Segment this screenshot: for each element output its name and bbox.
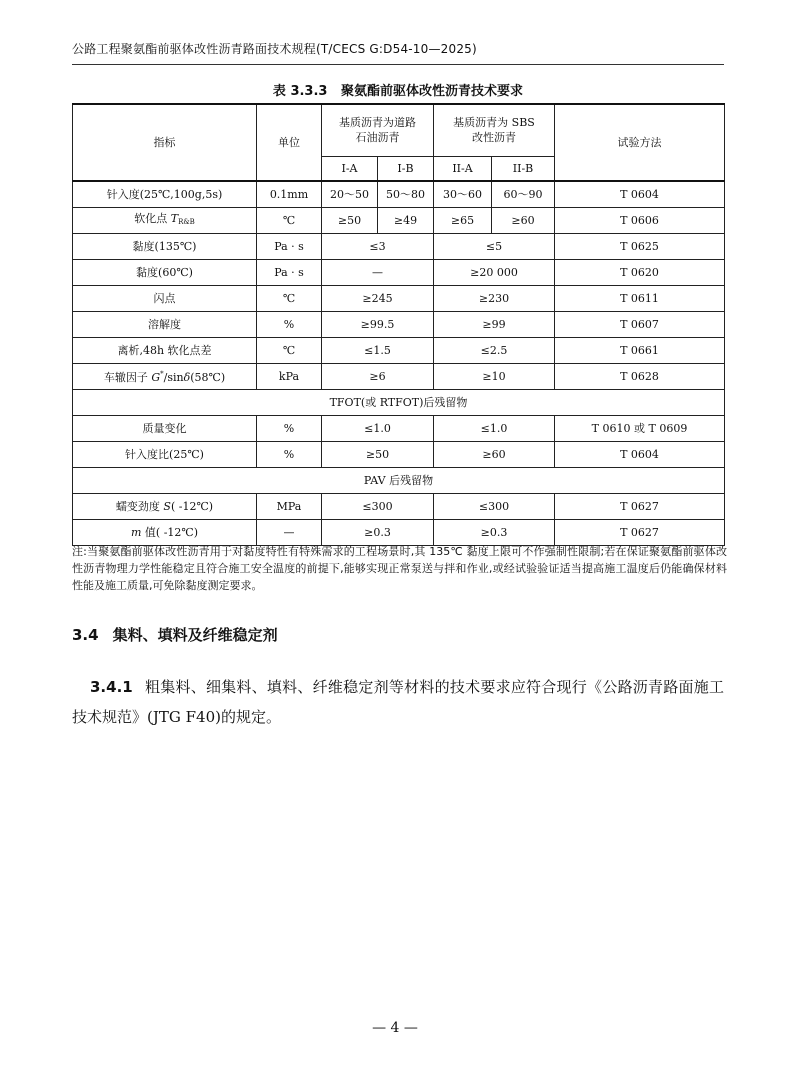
value-iib: ≥60 bbox=[492, 207, 555, 233]
row-method: T 0604 bbox=[555, 441, 725, 467]
pav-section-label: PAV 后残留物 bbox=[73, 467, 725, 493]
table-row bbox=[73, 233, 725, 259]
value-ib: ≥49 bbox=[378, 207, 434, 233]
value-group1: ≤1.5 bbox=[322, 337, 434, 363]
value-group2: ≥10 bbox=[434, 363, 555, 389]
value-iia: ≥65 bbox=[434, 207, 492, 233]
row-unit: 0.1mm bbox=[257, 181, 322, 207]
clause-number: 3.4.1 bbox=[90, 678, 133, 696]
table-note: 注:当聚氨酯前驱体改性沥青用于对黏度特性有特殊需求的工程场景时,其 135℃ 黏度上限可不作强制性限制;若在保证聚氨酯前驱体改性沥青物理力学性能稳定且符合施工安全温度的前提下,能够实现正常泵送与拌和作业,或经试验验证适当提高施工温度后仍能确保材料性能及施工质量,可免除黏度测定要求。 bbox=[72, 545, 727, 592]
row-method: T 0606 bbox=[555, 207, 725, 233]
row-method: T 0628 bbox=[555, 363, 725, 389]
header-group-sbs-asphalt bbox=[434, 104, 555, 156]
value-iia: 30～60 bbox=[434, 181, 492, 207]
header-group2-line2: 改性沥青 bbox=[472, 131, 516, 145]
clause-text: 粗集料、细集料、填料、纤维稳定剂等材料的技术要求应符合现行《公路沥青路面施工技术规范》(JTG F40)的规定。 bbox=[72, 678, 724, 726]
row-name bbox=[73, 493, 257, 519]
table-caption-number: 表 3.3.3 bbox=[272, 84, 328, 99]
row-method: T 0604 bbox=[555, 181, 725, 207]
row-name bbox=[73, 363, 257, 389]
header-unit: 单位 bbox=[257, 104, 322, 181]
row-unit: % bbox=[257, 415, 322, 441]
value-group1: — bbox=[322, 259, 434, 285]
table-section-row bbox=[73, 467, 725, 493]
value-group2: ≥230 bbox=[434, 285, 555, 311]
row-unit: MPa bbox=[257, 493, 322, 519]
row-name-sin: /sin bbox=[163, 371, 184, 384]
value-group2: ≥0.3 bbox=[434, 519, 555, 545]
row-method: T 0607 bbox=[555, 311, 725, 337]
value-ib: 50～80 bbox=[378, 181, 434, 207]
table-row bbox=[73, 363, 725, 389]
table-row bbox=[73, 311, 725, 337]
symbol-t: T bbox=[170, 211, 179, 225]
value-group2: ≤2.5 bbox=[434, 337, 555, 363]
superscript-star: * bbox=[160, 370, 164, 378]
row-name-text: 车辙因子 bbox=[103, 371, 152, 384]
row-unit: — bbox=[257, 519, 322, 545]
symbol-delta: δ bbox=[183, 371, 191, 384]
subscript-rb: R&B bbox=[178, 217, 195, 226]
header-indicator: 指标 bbox=[73, 104, 257, 181]
table-row bbox=[73, 259, 725, 285]
header-ia: I-A bbox=[322, 156, 378, 181]
value-group1: ≤1.0 bbox=[322, 415, 434, 441]
row-method: T 0661 bbox=[555, 337, 725, 363]
row-method: T 0611 bbox=[555, 285, 725, 311]
value-group1: ≥6 bbox=[322, 363, 434, 389]
row-name-temp: (58℃) bbox=[190, 371, 226, 384]
value-group2: ≥60 bbox=[434, 441, 555, 467]
value-group1: ≤300 bbox=[322, 493, 434, 519]
row-name: 针入度(25℃,100g,5s) bbox=[73, 181, 257, 207]
symbol-s: S bbox=[163, 499, 171, 513]
row-name-temp: ( -12℃) bbox=[170, 499, 214, 513]
row-name: 溶解度 bbox=[73, 311, 257, 337]
table-row bbox=[73, 207, 725, 233]
tfot-section-label: TFOT(或 RTFOT)后残留物 bbox=[73, 389, 725, 415]
row-name-text: 蠕变劲度 bbox=[115, 499, 164, 513]
row-method: T 0610 或 T 0609 bbox=[555, 415, 725, 441]
row-unit: % bbox=[257, 311, 322, 337]
value-group2: ≤5 bbox=[434, 233, 555, 259]
table-caption bbox=[72, 80, 724, 99]
table-row bbox=[73, 337, 725, 363]
table-row bbox=[73, 415, 725, 441]
header-group1-line1: 基质沥青为道路 bbox=[339, 116, 416, 130]
value-group1: ≥50 bbox=[322, 441, 434, 467]
spec-table bbox=[72, 103, 725, 546]
value-group2: ≥20 000 bbox=[434, 259, 555, 285]
clause-paragraph bbox=[72, 672, 724, 732]
table-row bbox=[73, 441, 725, 467]
table-row bbox=[73, 493, 725, 519]
symbol-m: m bbox=[130, 525, 142, 539]
row-name-text: 软化点 bbox=[134, 211, 171, 225]
row-name: 离析,48h 软化点差 bbox=[73, 337, 257, 363]
section-heading bbox=[72, 624, 724, 645]
value-group2: ≤300 bbox=[434, 493, 555, 519]
header-iib: II-B bbox=[492, 156, 555, 181]
row-name-text: 值( -12℃) bbox=[141, 525, 199, 539]
row-unit: ℃ bbox=[257, 337, 322, 363]
row-unit: ℃ bbox=[257, 207, 322, 233]
section-number: 3.4 bbox=[72, 626, 99, 644]
row-method: T 0627 bbox=[555, 493, 725, 519]
row-method: T 0627 bbox=[555, 519, 725, 545]
symbol-g: G bbox=[151, 371, 161, 384]
row-name: 黏度(60℃) bbox=[73, 259, 257, 285]
table-row bbox=[73, 285, 725, 311]
row-name: 质量变化 bbox=[73, 415, 257, 441]
row-name: 闪点 bbox=[73, 285, 257, 311]
row-unit: kPa bbox=[257, 363, 322, 389]
row-name: 黏度(135℃) bbox=[73, 233, 257, 259]
row-name: 针入度比(25℃) bbox=[73, 441, 257, 467]
value-group2: ≥99 bbox=[434, 311, 555, 337]
header-ib: I-B bbox=[378, 156, 434, 181]
table-caption-title: 聚氨酯前驱体改性沥青技术要求 bbox=[341, 84, 524, 99]
row-unit: ℃ bbox=[257, 285, 322, 311]
header-rule bbox=[72, 64, 724, 65]
header-group-road-asphalt bbox=[322, 104, 434, 156]
header-iia: II-A bbox=[434, 156, 492, 181]
value-ia: ≥50 bbox=[322, 207, 378, 233]
value-group2: ≤1.0 bbox=[434, 415, 555, 441]
value-iib: 60～90 bbox=[492, 181, 555, 207]
header-group1-line2: 石油沥青 bbox=[355, 131, 400, 145]
page-number: — 4 — bbox=[372, 1020, 418, 1036]
table-row bbox=[73, 181, 725, 207]
row-unit: Pa · s bbox=[257, 233, 322, 259]
row-unit: % bbox=[257, 441, 322, 467]
section-title: 集料、填料及纤维稳定剂 bbox=[112, 626, 278, 644]
value-ia: 20～50 bbox=[322, 181, 378, 207]
value-group1: ≥0.3 bbox=[322, 519, 434, 545]
table-row bbox=[73, 519, 725, 545]
row-method: T 0625 bbox=[555, 233, 725, 259]
row-method: T 0620 bbox=[555, 259, 725, 285]
running-header: 公路工程聚氨酯前驱体改性沥青路面技术规程(T/CECS G:D54-10—2025) bbox=[72, 42, 477, 56]
row-name bbox=[73, 519, 257, 545]
value-group1: ≥245 bbox=[322, 285, 434, 311]
row-name bbox=[73, 207, 257, 233]
header-test-method: 试验方法 bbox=[555, 104, 725, 181]
value-group1: ≥99.5 bbox=[322, 311, 434, 337]
header-group2-line1: 基质沥青为 SBS bbox=[453, 116, 535, 130]
value-group1: ≤3 bbox=[322, 233, 434, 259]
row-unit: Pa · s bbox=[257, 259, 322, 285]
table-section-row bbox=[73, 389, 725, 415]
